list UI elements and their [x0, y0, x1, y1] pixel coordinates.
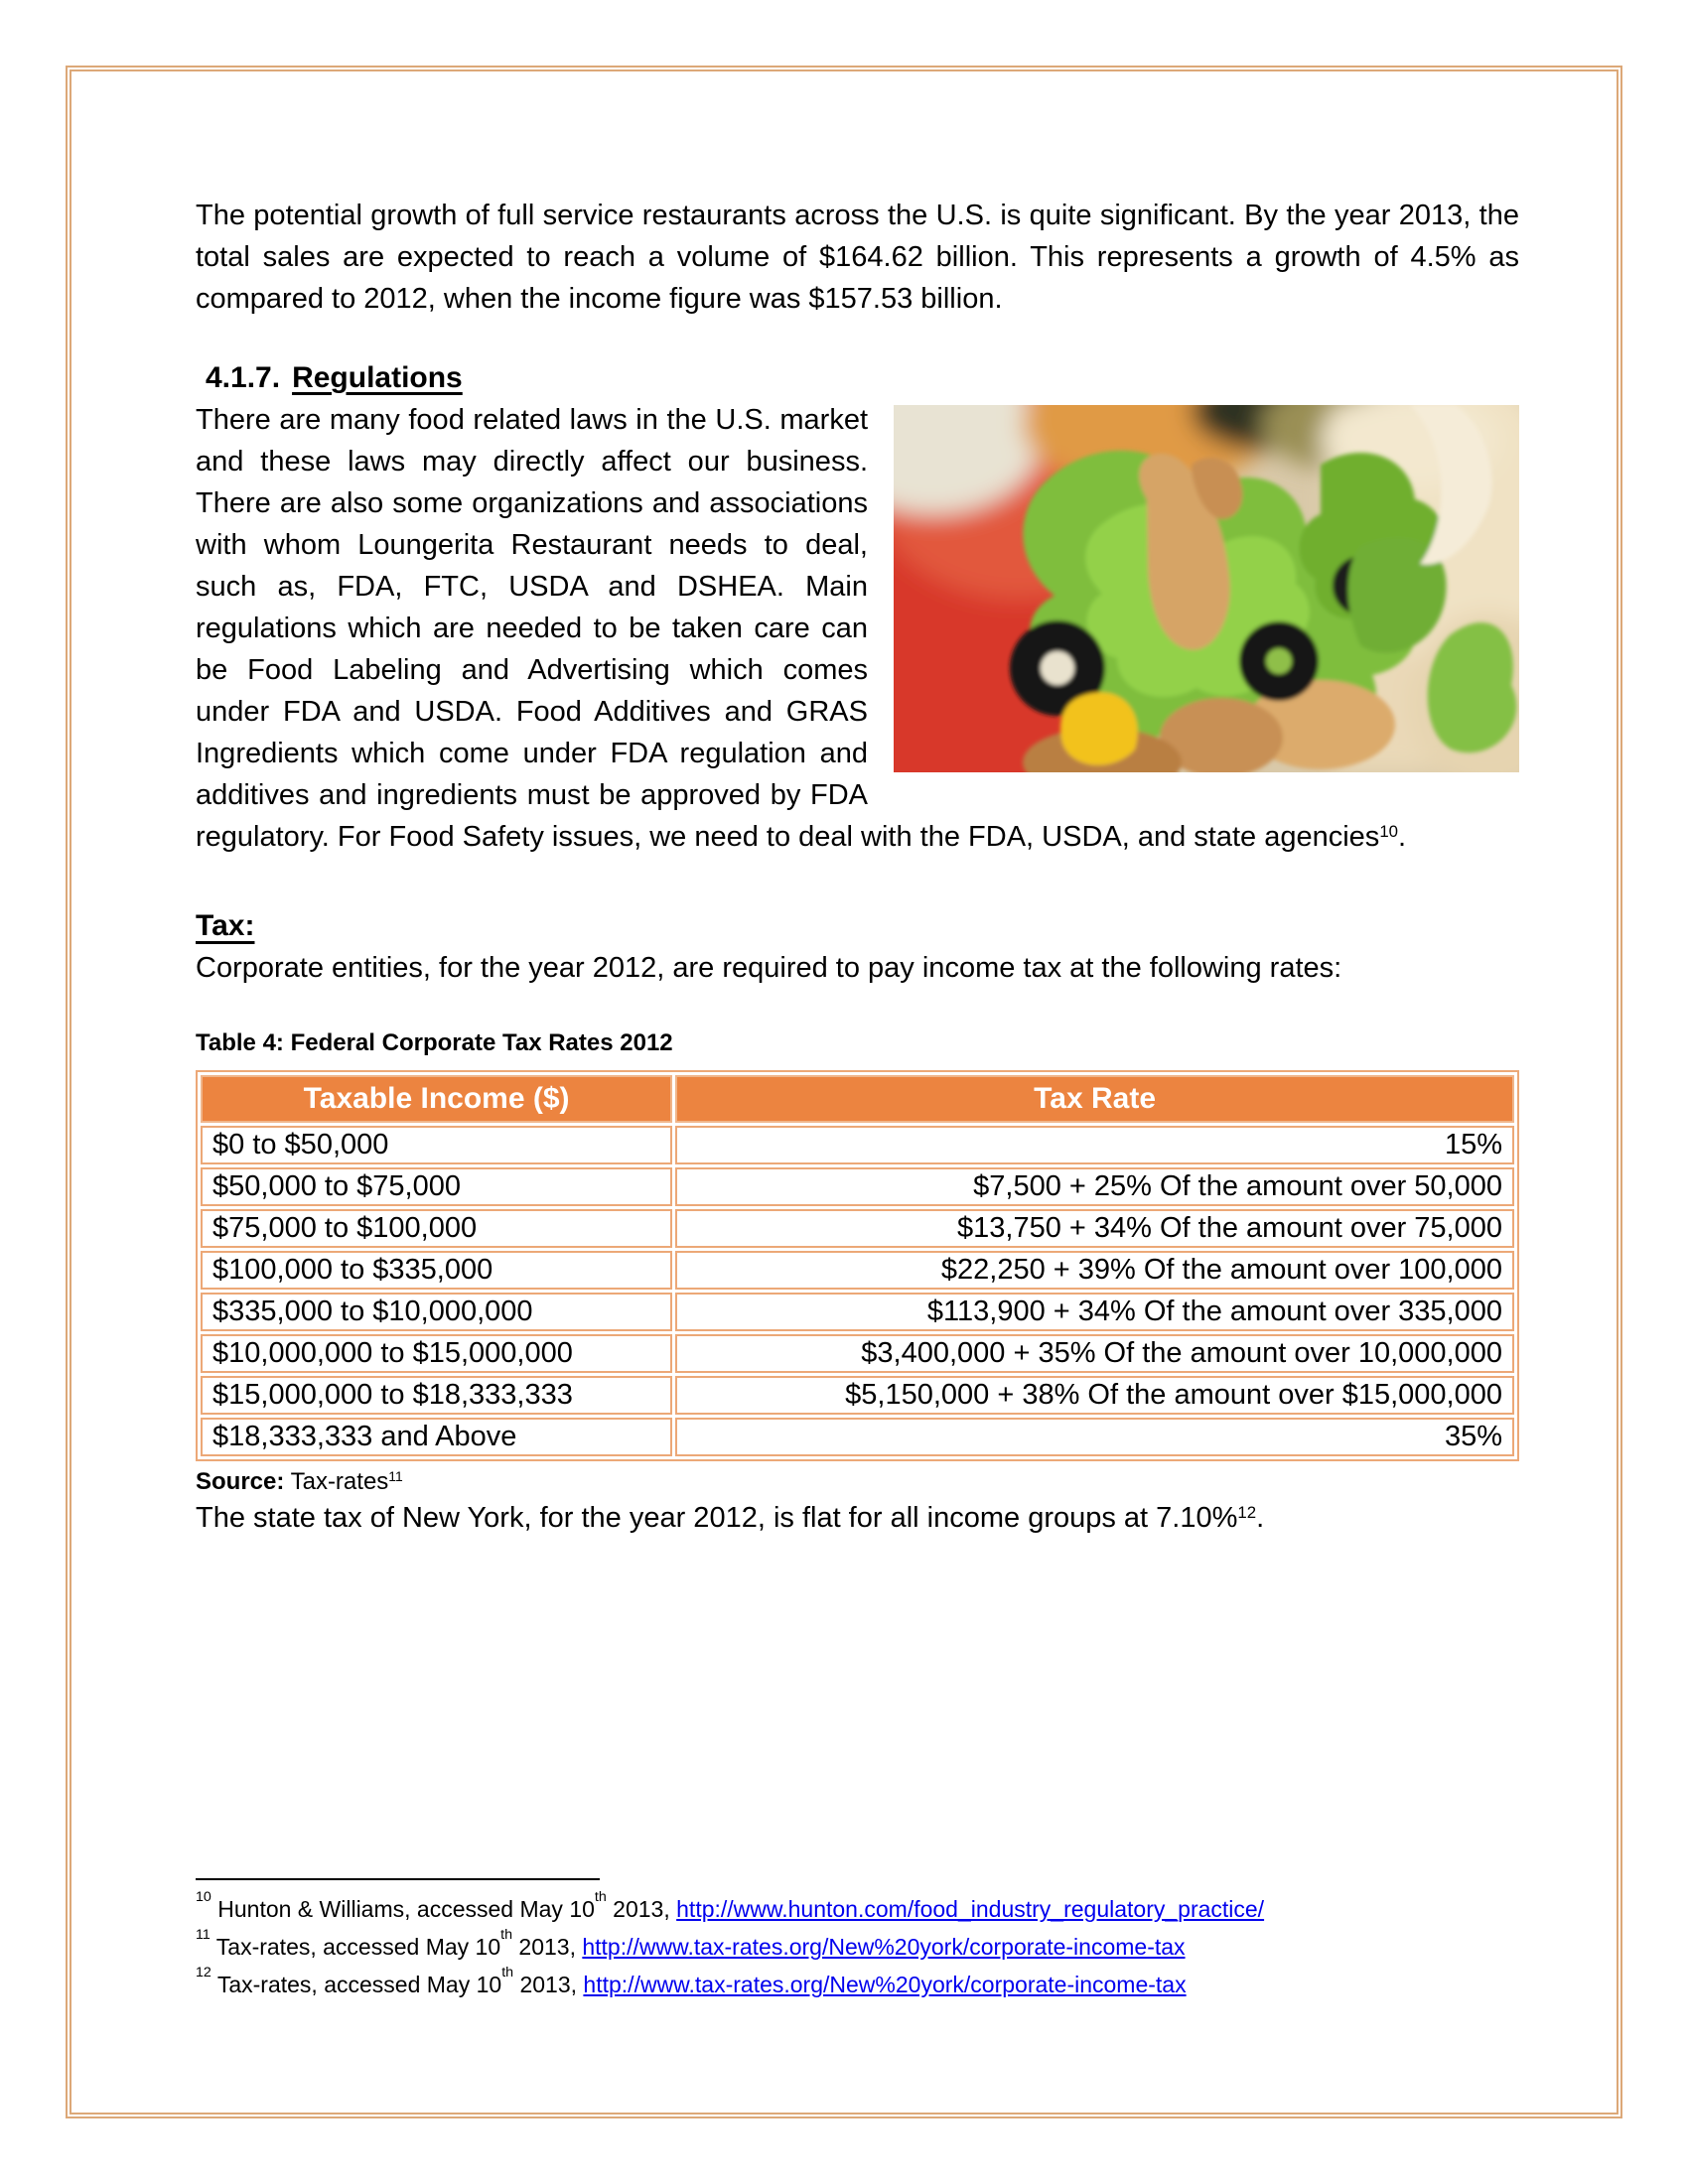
- footnote-link[interactable]: http://www.tax-rates.org/New%20york/corporate-income-tax: [582, 1934, 1186, 1960]
- section-title: Regulations: [292, 361, 463, 394]
- intro-paragraph: The potential growth of full service restaurants across the U.S. is quite significant. By the year 2013, the total sales are expected to reach a volume of $164.62 billion. This represents a growth of 4.5% as compared to 2012, when the income figure was $157.53 billion.: [196, 200, 1519, 315]
- table-header-row: [201, 1075, 1514, 1123]
- section-number: 4.1.7.: [206, 361, 281, 394]
- regulations-text: There are many food related laws in the U.S. market and these laws may directly affect our business. There are also some organizations and associations with whom Loungerita Restaurant needs to deal, such as, FDA, FTC, USDA and DSHEA. Main regulations which are needed to be taken care can be Food Labeling and Advertising which comes under FDA and USDA. Food Additives and GRAS Ingredients which come under FDA regulation and additives and ingredients must be approved by FDA regulatory. For Food Safety issues, we need to deal with the FDA, USDA, and state agencies: [196, 404, 1380, 853]
- rate-cell: 35%: [675, 1418, 1514, 1456]
- footnote-text: Tax-rates, accessed May 10: [211, 1972, 502, 1997]
- section-heading: [206, 357, 1519, 399]
- rate-cell: $3,400,000 + 35% Of the amount over 10,000,000: [675, 1334, 1514, 1373]
- table-row: [201, 1251, 1514, 1290]
- state-tax-sentence: [196, 1497, 1519, 1539]
- footnote-11: [196, 1928, 1519, 1966]
- footnote-number: 11: [196, 1927, 211, 1944]
- footnote-text: Tax-rates, accessed May 10: [210, 1934, 501, 1960]
- source-text: Tax-rates: [284, 1468, 389, 1495]
- table-row: [201, 1334, 1514, 1373]
- table-row: [201, 1418, 1514, 1456]
- footnote-separator: [196, 1878, 600, 1880]
- footnote-text: 2013,: [512, 1934, 583, 1960]
- footnote-ref-11: 11: [388, 1468, 403, 1485]
- rate-cell: $7,500 + 25% Of the amount over 50,000: [675, 1167, 1514, 1206]
- footnote-text: Hunton & Williams, accessed May 10: [211, 1896, 595, 1922]
- ordinal-suffix: th: [594, 1889, 607, 1906]
- footnote-number: 10: [196, 1889, 211, 1906]
- rate-cell: $22,250 + 39% Of the amount over 100,000: [675, 1251, 1514, 1290]
- income-cell: $75,000 to $100,000: [201, 1209, 672, 1248]
- income-cell: $10,000,000 to $15,000,000: [201, 1334, 672, 1373]
- table-row: [201, 1126, 1514, 1164]
- table-row: [201, 1376, 1514, 1415]
- ordinal-suffix: th: [500, 1927, 513, 1944]
- footnote-12: [196, 1966, 1519, 2003]
- regulations-paragraph: [196, 399, 1519, 858]
- footnote-text: 2013,: [513, 1972, 584, 1997]
- income-cell: $15,000,000 to $18,333,333: [201, 1376, 672, 1415]
- source-label: Source:: [196, 1468, 285, 1495]
- tax-heading: Tax:: [196, 909, 255, 942]
- header-taxable-income: Taxable Income ($): [201, 1075, 672, 1123]
- page-content: [196, 195, 1519, 1539]
- table-row: [201, 1209, 1514, 1248]
- table-caption: Table 4: Federal Corporate Tax Rates 2012: [196, 1029, 673, 1056]
- footnote-link[interactable]: http://www.hunton.com/food_industry_regulatory_practice/: [676, 1896, 1265, 1922]
- sentence-period: .: [1256, 1502, 1265, 1534]
- rate-cell: 15%: [675, 1126, 1514, 1164]
- footnotes-section: [196, 1878, 1519, 2003]
- rate-cell: $13,750 + 34% Of the amount over 75,000: [675, 1209, 1514, 1248]
- income-cell: $0 to $50,000: [201, 1126, 672, 1164]
- federal-tax-table: [196, 1070, 1519, 1461]
- tax-paragraph: Corporate entities, for the year 2012, are required to pay income tax at the following rates:: [196, 952, 1342, 984]
- state-tax-text: The state tax of New York, for the year 2012, is flat for all income groups at 7.10%: [196, 1502, 1238, 1534]
- footnote-10: [196, 1890, 1519, 1928]
- footnote-ref-10: 10: [1379, 821, 1399, 841]
- rate-cell: $5,150,000 + 38% Of the amount over $15,000,000: [675, 1376, 1514, 1415]
- rate-cell: $113,900 + 34% Of the amount over 335,000: [675, 1293, 1514, 1331]
- header-tax-rate: Tax Rate: [675, 1075, 1514, 1123]
- salad-wrap-image: [894, 405, 1519, 772]
- table-row: [201, 1167, 1514, 1206]
- income-cell: $100,000 to $335,000: [201, 1251, 672, 1290]
- income-cell: $335,000 to $10,000,000: [201, 1293, 672, 1331]
- sentence-period: .: [1398, 821, 1407, 853]
- footnote-ref-12: 12: [1237, 1502, 1257, 1522]
- footnote-number: 12: [196, 1965, 211, 1981]
- footnote-link[interactable]: http://www.tax-rates.org/New%20york/corporate-income-tax: [583, 1972, 1187, 1997]
- table-row: [201, 1293, 1514, 1331]
- income-cell: $18,333,333 and Above: [201, 1418, 672, 1456]
- footnote-text: 2013,: [606, 1896, 677, 1922]
- income-cell: $50,000 to $75,000: [201, 1167, 672, 1206]
- ordinal-suffix: th: [501, 1965, 514, 1981]
- table-source: [196, 1467, 1519, 1497]
